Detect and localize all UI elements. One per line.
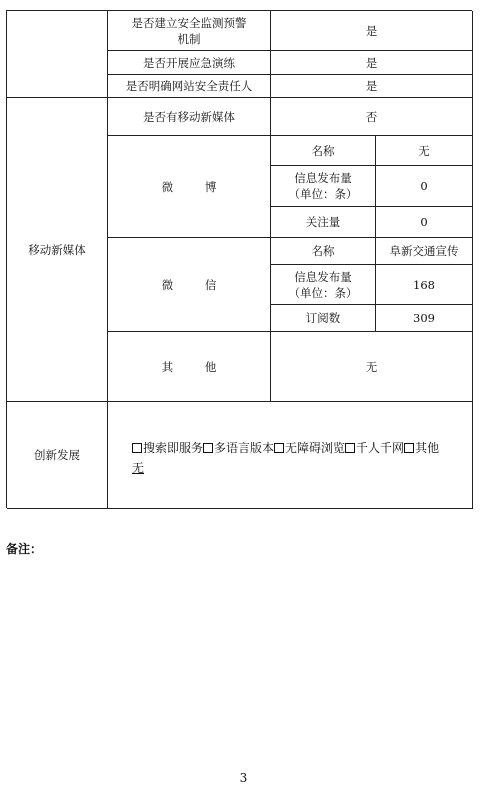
mobile-media-label: 移动新媒体: [7, 98, 108, 402]
page-number: 3: [239, 771, 248, 785]
checkbox-icon: [203, 443, 213, 453]
row-value-responsible: 是: [271, 75, 473, 98]
wechat-name-label: 名称: [271, 238, 376, 265]
wechat-posts-value: 168: [376, 265, 473, 305]
row-label-responsible: 是否明确网站安全责任人: [108, 75, 271, 98]
wechat-posts-label: 信息发布量 （单位：条）: [271, 265, 376, 305]
note-label: 备注：: [6, 542, 43, 556]
option-personalized[interactable]: 千人千网: [345, 441, 404, 455]
checkbox-icon: [132, 443, 142, 453]
innovation-label: 创新发展: [7, 402, 108, 509]
row-label-monitoring: 是否建立安全监测预警 机制: [108, 11, 271, 51]
weibo-posts-value: 0: [376, 166, 473, 207]
weibo-name-label: 名称: [271, 136, 376, 166]
weibo-posts-label: 信息发布量 （单位：条）: [271, 166, 376, 207]
checkbox-icon: [404, 443, 414, 453]
option-search-service[interactable]: 搜索即服务: [132, 441, 203, 455]
section-cell-top-empty: [7, 11, 108, 98]
checkbox-icon: [274, 443, 284, 453]
row-label-drill: 是否开展应急演练: [108, 51, 271, 75]
has-mobile-value: 否: [271, 98, 473, 136]
other-value: 无: [271, 332, 473, 402]
innovation-other-value: 无: [132, 461, 145, 475]
option-other[interactable]: 其他: [404, 441, 439, 455]
other-label: 其 他: [108, 332, 271, 402]
row-value-drill: 是: [271, 51, 473, 75]
weibo-followers-value: 0: [376, 207, 473, 238]
wechat-label: 微 信: [108, 238, 271, 332]
report-table: [6, 10, 472, 508]
wechat-subs-label: 订阅数: [271, 305, 376, 332]
has-mobile-label: 是否有移动新媒体: [108, 98, 271, 136]
option-multilingual[interactable]: 多语言版本: [203, 441, 274, 455]
row-value-monitoring: 是: [271, 11, 473, 51]
wechat-subs-value: 309: [376, 305, 473, 332]
weibo-name-value: 无: [376, 136, 473, 166]
weibo-label: 微 博: [108, 136, 271, 238]
option-accessibility[interactable]: 无障碍浏览: [274, 441, 345, 455]
weibo-followers-label: 关注量: [271, 207, 376, 238]
innovation-options: [108, 402, 473, 509]
wechat-name-value: 阜新交通宣传: [376, 238, 473, 265]
checkbox-icon: [345, 443, 355, 453]
